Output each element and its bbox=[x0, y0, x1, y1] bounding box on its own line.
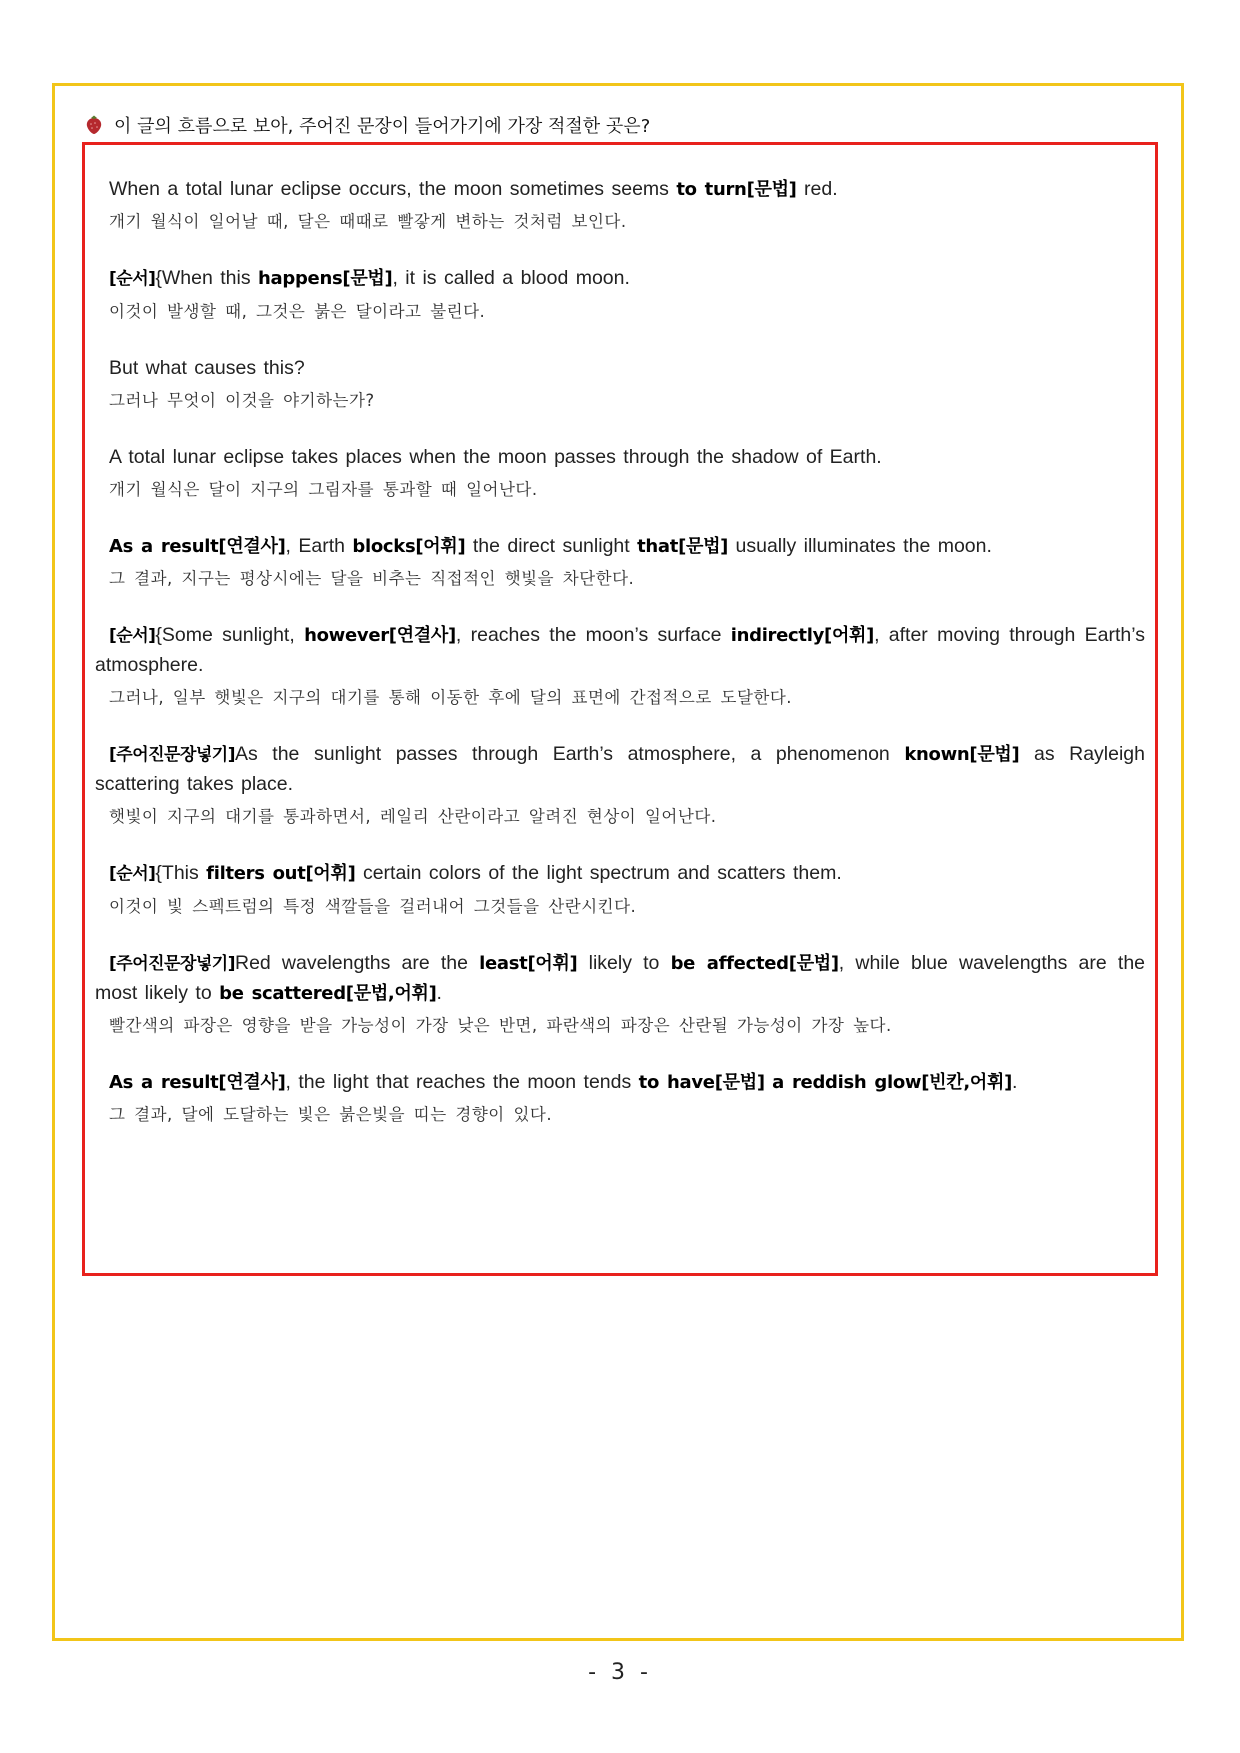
sentence-text: {This bbox=[155, 862, 207, 884]
highlighted-phrase: filters out[어휘] bbox=[206, 863, 356, 884]
sentence-text: , while blue wavelengths are the most likely to bbox=[95, 952, 1146, 1004]
highlighted-phrase: be affected[문법] bbox=[670, 953, 839, 974]
highlighted-phrase: however[연결사] bbox=[304, 625, 456, 646]
sentence-text: usually illuminates the moon. bbox=[728, 535, 992, 557]
sentence-pair bbox=[95, 443, 1145, 502]
sentence-text: likely to bbox=[577, 952, 671, 974]
sentence-text: red. bbox=[796, 178, 838, 200]
passage-box bbox=[82, 142, 1158, 1276]
highlighted-phrase: As a result[연결사] bbox=[109, 1072, 286, 1093]
highlighted-phrase: As a result[연결사] bbox=[109, 536, 286, 557]
sentence-pair bbox=[95, 175, 1145, 234]
highlighted-phrase: least[어휘] bbox=[479, 953, 578, 974]
sentence-text: . bbox=[436, 982, 442, 1004]
korean-translation: 햇빛이 지구의 대기를 통과하면서, 레일리 산란이라고 알려진 현상이 일어난다. bbox=[109, 807, 717, 826]
korean-translation: 개기 월식이 일어날 때, 달은 때때로 빨갛게 변하는 것처럼 보인다. bbox=[109, 212, 627, 231]
strawberry-icon bbox=[86, 115, 102, 135]
highlighted-phrase: to turn[문법] bbox=[676, 179, 797, 200]
annotation-tag: [순서] bbox=[109, 626, 156, 646]
english-sentence bbox=[95, 175, 1145, 204]
page-number: - 3 - bbox=[588, 1660, 652, 1685]
english-sentence bbox=[95, 949, 1145, 1008]
english-sentence bbox=[95, 740, 1145, 799]
sentence-pair bbox=[95, 949, 1145, 1038]
sentence-text: , Earth bbox=[285, 535, 353, 557]
question-header bbox=[86, 110, 650, 140]
annotation-tag: [순서] bbox=[109, 864, 156, 884]
sentence-text: , after moving through Earth’s atmosphere. bbox=[95, 624, 1145, 676]
sentence-text: certain colors of the light spectrum and scatters them. bbox=[355, 862, 842, 884]
sentence-text: {When this bbox=[155, 267, 259, 289]
highlighted-phrase: indirectly[어휘] bbox=[730, 625, 875, 646]
highlighted-phrase: that[문법] bbox=[637, 536, 729, 557]
english-sentence bbox=[95, 264, 1145, 294]
korean-translation: 이것이 빛 스펙트럼의 특정 색깔들을 걸러내어 그것들을 산란시킨다. bbox=[109, 897, 637, 916]
sentence-pair bbox=[95, 354, 1145, 413]
sentence-pair bbox=[95, 264, 1145, 324]
english-sentence bbox=[95, 621, 1145, 680]
sentence-pair bbox=[95, 740, 1145, 829]
korean-translation: 그 결과, 지구는 평상시에는 달을 비추는 직접적인 햇빛을 차단한다. bbox=[109, 569, 635, 588]
annotation-tag: [주어진문장넣기] bbox=[109, 745, 235, 765]
sentence-text: When a total lunar eclipse occurs, the moon sometimes seems bbox=[109, 178, 677, 200]
sentence-text: But what causes this? bbox=[109, 357, 305, 379]
sentence-text: , reaches the moon’s surface bbox=[455, 624, 731, 646]
sentence-text: As the sunlight passes through Earth’s atmosphere, a phenomenon bbox=[235, 743, 905, 765]
sentence-text: as Rayleigh scattering takes place. bbox=[95, 743, 1145, 795]
english-sentence bbox=[95, 354, 1145, 383]
korean-translation: 그러나 무엇이 이것을 야기하는가? bbox=[109, 391, 375, 410]
korean-translation: 그러나, 일부 햇빛은 지구의 대기를 통해 이동한 후에 달의 표면에 간접적으로 도달한다. bbox=[109, 688, 793, 707]
highlighted-phrase: blocks[어휘] bbox=[352, 536, 466, 557]
english-sentence bbox=[95, 859, 1145, 889]
sentence-pair bbox=[95, 621, 1145, 710]
annotation-tag: [순서] bbox=[109, 269, 156, 289]
highlighted-phrase: to have[문법] bbox=[638, 1072, 765, 1093]
sentence-text: the direct sunlight bbox=[465, 535, 638, 557]
question-text: 이 글의 흐름으로 보아, 주어진 문장이 들어가기에 가장 적절한 곳은? bbox=[114, 116, 651, 137]
korean-translation: 그 결과, 달에 도달하는 빛은 붉은빛을 띠는 경향이 있다. bbox=[109, 1105, 553, 1124]
sentence-text: Red wavelengths are the bbox=[235, 952, 480, 974]
sentence-text: A total lunar eclipse takes places when the moon passes through the shadow of Earth. bbox=[109, 446, 882, 468]
korean-translation: 빨간색의 파장은 영향을 받을 가능성이 가장 낮은 반면, 파란색의 파장은 산란될 가능성이 가장 높다. bbox=[109, 1016, 892, 1035]
highlighted-phrase: be scattered[문법,어휘] bbox=[219, 983, 437, 1004]
sentence-text: , it is called a blood moon. bbox=[392, 267, 630, 289]
english-sentence bbox=[95, 443, 1145, 472]
sentence-text: . bbox=[1012, 1071, 1018, 1093]
highlighted-phrase: a reddish glow[빈칸,어휘] bbox=[772, 1072, 1012, 1093]
highlighted-phrase: happens[문법] bbox=[258, 268, 393, 289]
annotation-tag: [주어진문장넣기] bbox=[109, 954, 235, 974]
english-sentence bbox=[95, 532, 1145, 561]
highlighted-phrase: known[문법] bbox=[904, 744, 1020, 765]
sentence-pair bbox=[95, 859, 1145, 919]
korean-translation: 이것이 발생할 때, 그것은 붉은 달이라고 불린다. bbox=[109, 302, 486, 321]
sentence-list bbox=[95, 175, 1145, 1127]
korean-translation: 개기 월식은 달이 지구의 그림자를 통과할 때 일어난다. bbox=[109, 480, 538, 499]
english-sentence bbox=[95, 1068, 1145, 1097]
sentence-pair bbox=[95, 1068, 1145, 1127]
sentence-text: , the light that reaches the moon tends bbox=[285, 1071, 639, 1093]
sentence-pair bbox=[95, 532, 1145, 591]
sentence-text: {Some sunlight, bbox=[155, 624, 305, 646]
